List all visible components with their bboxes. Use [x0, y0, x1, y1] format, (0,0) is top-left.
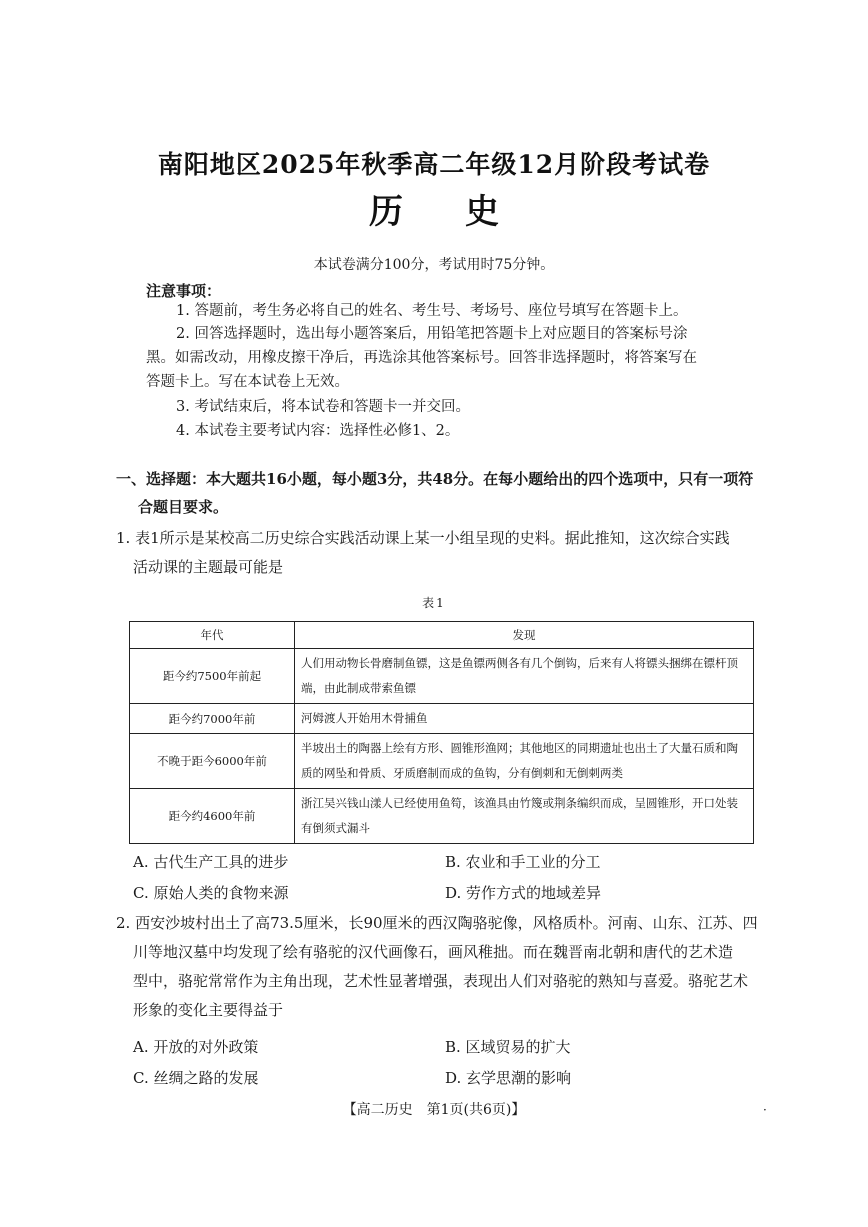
- notice-line: 4. 本试卷主要考试内容：选择性必修1、2。: [176, 423, 460, 439]
- exam-title: 南阳地区2025年秋季高二年级12月阶段考试卷: [157, 150, 711, 179]
- question-1-option-c: C. 原始人类的食物来源: [133, 884, 289, 902]
- table-cell-era: 距今约7000年前: [130, 704, 295, 734]
- question-2-stem-cont: 型中，骆驼常常作为主角出现，艺术性显著增强，表现出人们对骆驼的熟知与喜爱。骆驼艺术: [133, 972, 749, 990]
- question-2-stem: 2. 西安沙坡村出土了高73.5厘米，长90厘米的西汉陶骆驼像，风格质朴。河南、山东、江苏、四: [116, 914, 758, 932]
- table-row: [130, 734, 754, 789]
- question-1-option-a: A. 古代生产工具的进步: [133, 853, 289, 871]
- table-header-era: 年代: [130, 622, 295, 649]
- table-header-finding: 发现: [295, 622, 754, 649]
- question-2-option-d: D. 玄学思潮的影响: [445, 1069, 572, 1087]
- history-findings-table: [129, 621, 754, 844]
- question-2-option-a: A. 开放的对外政策: [133, 1038, 259, 1056]
- notice-line: 1. 答题前，考生务必将自己的姓名、考生号、考场号、座位号填写在答题卡上。: [176, 303, 688, 319]
- notice-line: 黑。如需改动，用橡皮擦干净后，再选涂其他答案标号。回答非选择题时，将答案写在: [146, 350, 697, 366]
- table-cell-finding: 人们用动物长骨磨制鱼镖，这是鱼镖两侧各有几个倒钩，后来有人将镖头捆绑在镖杆顶端，由此制成带索鱼镖: [295, 649, 754, 704]
- exam-info: 本试卷满分100分，考试用时75分钟。: [313, 257, 555, 273]
- table-cell-finding: 浙江吴兴钱山漾人已经使用鱼笱，该渔具由竹篾或荆条编织而成，呈圆锥形，开口处装有倒须式漏斗: [295, 789, 754, 844]
- question-2-option-c: C. 丝绸之路的发展: [133, 1069, 259, 1087]
- notice-line: 3. 考试结束后，将本试卷和答题卡一并交回。: [176, 399, 470, 415]
- subject-title: 历史: [369, 192, 561, 232]
- table-caption: 表1: [422, 596, 446, 610]
- question-1-option-d: D. 劳作方式的地域差异: [445, 884, 602, 902]
- question-2-stem-cont: 川等地汉墓中均发现了绘有骆驼的汉代画像石，画风稚拙。而在魏晋南北朝和唐代的艺术造: [133, 943, 734, 961]
- section-heading-cont: 合题目要求。: [138, 498, 229, 516]
- notice-line: 2. 回答选择题时，选出每小题答案后，用铅笔把答题卡上对应题目的答案标号涂: [176, 326, 688, 342]
- notice-heading: 注意事项：: [146, 282, 222, 300]
- question-2-stem-cont: 形象的变化主要得益于: [133, 1001, 284, 1019]
- table-header-row: [130, 622, 754, 649]
- table-cell-finding: 半坡出土的陶器上绘有方形、圆锥形渔网；其他地区的同期遗址也出土了大量石质和陶质的网坠和骨质、牙质磨制而成的鱼钩，分有倒刺和无倒刺两类: [295, 734, 754, 789]
- page-mark: ·: [763, 1103, 767, 1117]
- section-heading: 一、选择题：本大题共16小题，每小题3分，共48分。在每小题给出的四个选项中，只有一项符: [116, 470, 754, 488]
- table-cell-finding: 河姆渡人开始用木骨捕鱼: [295, 704, 754, 734]
- table-cell-era: 距今约4600年前: [130, 789, 295, 844]
- question-1-option-b: B. 农业和手工业的分工: [445, 853, 601, 871]
- question-1-stem: 1. 表1所示是某校高二历史综合实践活动课上某一小组呈现的史料。据此推知，这次综合实践: [116, 529, 730, 547]
- page-footer: 【高二历史 第1页(共6页)】: [342, 1102, 526, 1118]
- table-row: [130, 789, 754, 844]
- question-1-stem-cont: 活动课的主题最可能是: [133, 558, 284, 576]
- table-cell-era: 不晚于距今6000年前: [130, 734, 295, 789]
- notice-line: 答题卡上。写在本试卷上无效。: [146, 374, 349, 390]
- table-row: [130, 649, 754, 704]
- table-cell-era: 距今约7500年前起: [130, 649, 295, 704]
- table-row: [130, 704, 754, 734]
- question-2-option-b: B. 区域贸易的扩大: [445, 1038, 571, 1056]
